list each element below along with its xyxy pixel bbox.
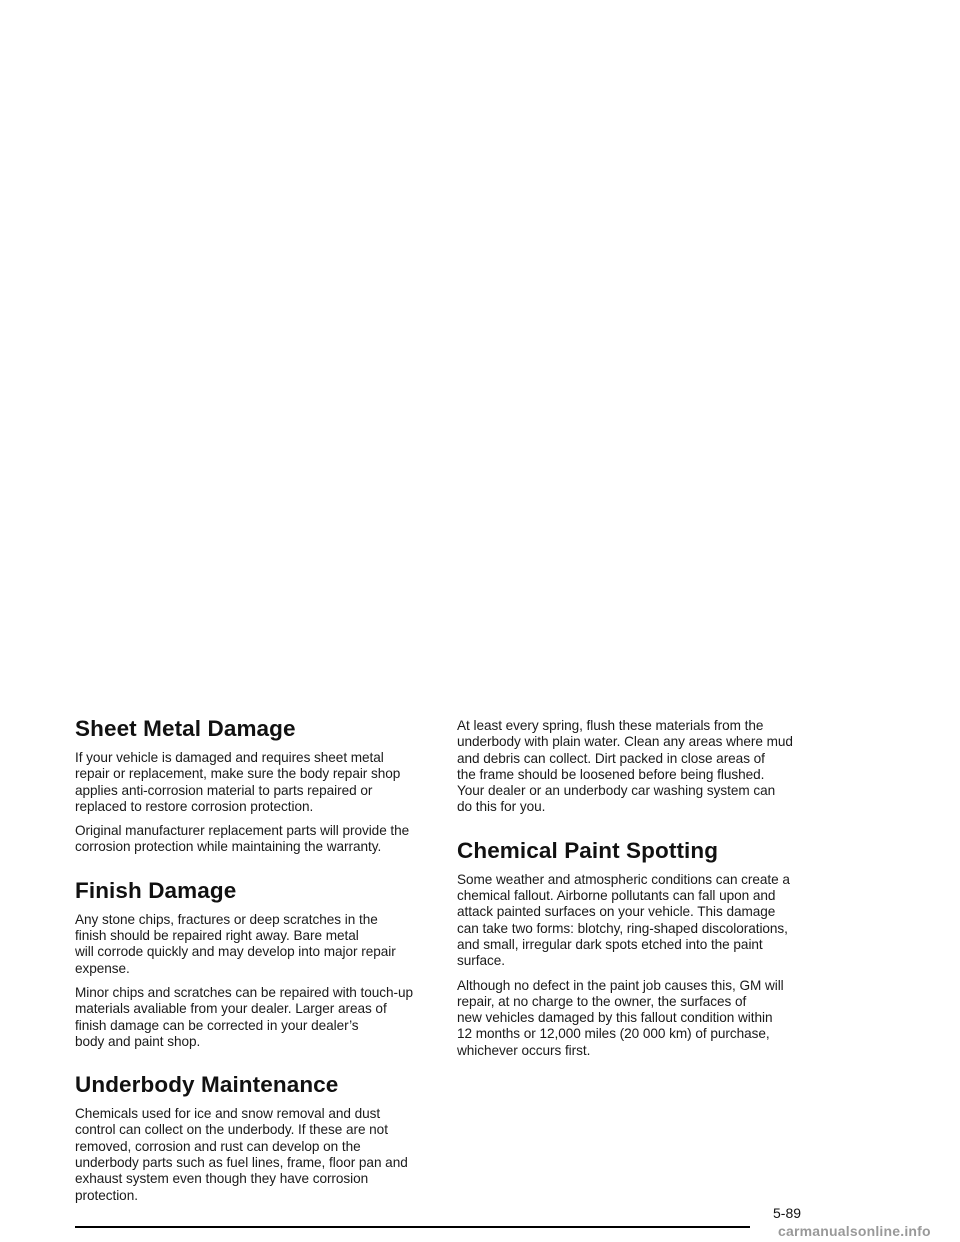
paragraph: Although no defect in the paint job causes this, GM will repair, at no charge to the owner, the surfaces of new vehicles damaged by this fallout condition within 12 months or 12,000 miles (20 000 km) of purchase, whichever occurs first. (457, 977, 784, 1058)
right-column (457, 718, 823, 1067)
paragraph: At least every spring, flush these materials from the underbody with plain water. Clean any areas where mud and debris can collect. Dirt packed in close areas of the frame should be loosened before being flushed. Your dealer or an underbody car washing system can do this for you. (457, 718, 793, 815)
footer-rule (75, 1226, 750, 1228)
page-number: 5-89 (773, 1205, 802, 1221)
left-column (75, 716, 441, 1212)
paragraph: If your vehicle is damaged and requires sheet metal repair or replacement, make sure the body repair shop applies anti-corrosion material to parts repaired or replaced to restore corrosion protection. (75, 750, 401, 814)
heading-chemical-paint-spotting: Chemical Paint Spotting (457, 837, 719, 863)
heading-underbody-maintenance: Underbody Maintenance (75, 1072, 339, 1098)
watermark: carmanualsonline.info (778, 1223, 931, 1239)
paragraph: Original manufacturer replacement parts will provide the corrosion protection while maintaining the warranty. (75, 823, 410, 855)
paragraph: Minor chips and scratches can be repaired with touch-up materials avaliable from your dealer. Larger areas of finish damage can be corrected in your dealer’s body and paint shop. (75, 984, 414, 1049)
paragraph: Any stone chips, fractures or deep scratches in the finish should be repaired right away. Bare metal will corrode quickly and may develop into major repair expense. (75, 911, 396, 976)
paragraph: Chemicals used for ice and snow removal and dust control can collect on the underbody. If these are not removed, corrosion and rust can develop on the underbody parts such as fuel lines, frame, floor pan and exhaust system even though they have corrosion protection. (75, 1106, 408, 1203)
heading-sheet-metal-damage: Sheet Metal Damage (75, 716, 296, 741)
heading-finish-damage: Finish Damage (75, 877, 237, 903)
paragraph: Some weather and atmospheric conditions can create a chemical fallout. Airborne pollutants can fall upon and attack painted surfaces on your vehicle. This damage can take two forms: blotchy, ring-shaped discolorations, and small, irregular dark spots etched into the paint surface. (457, 871, 790, 969)
